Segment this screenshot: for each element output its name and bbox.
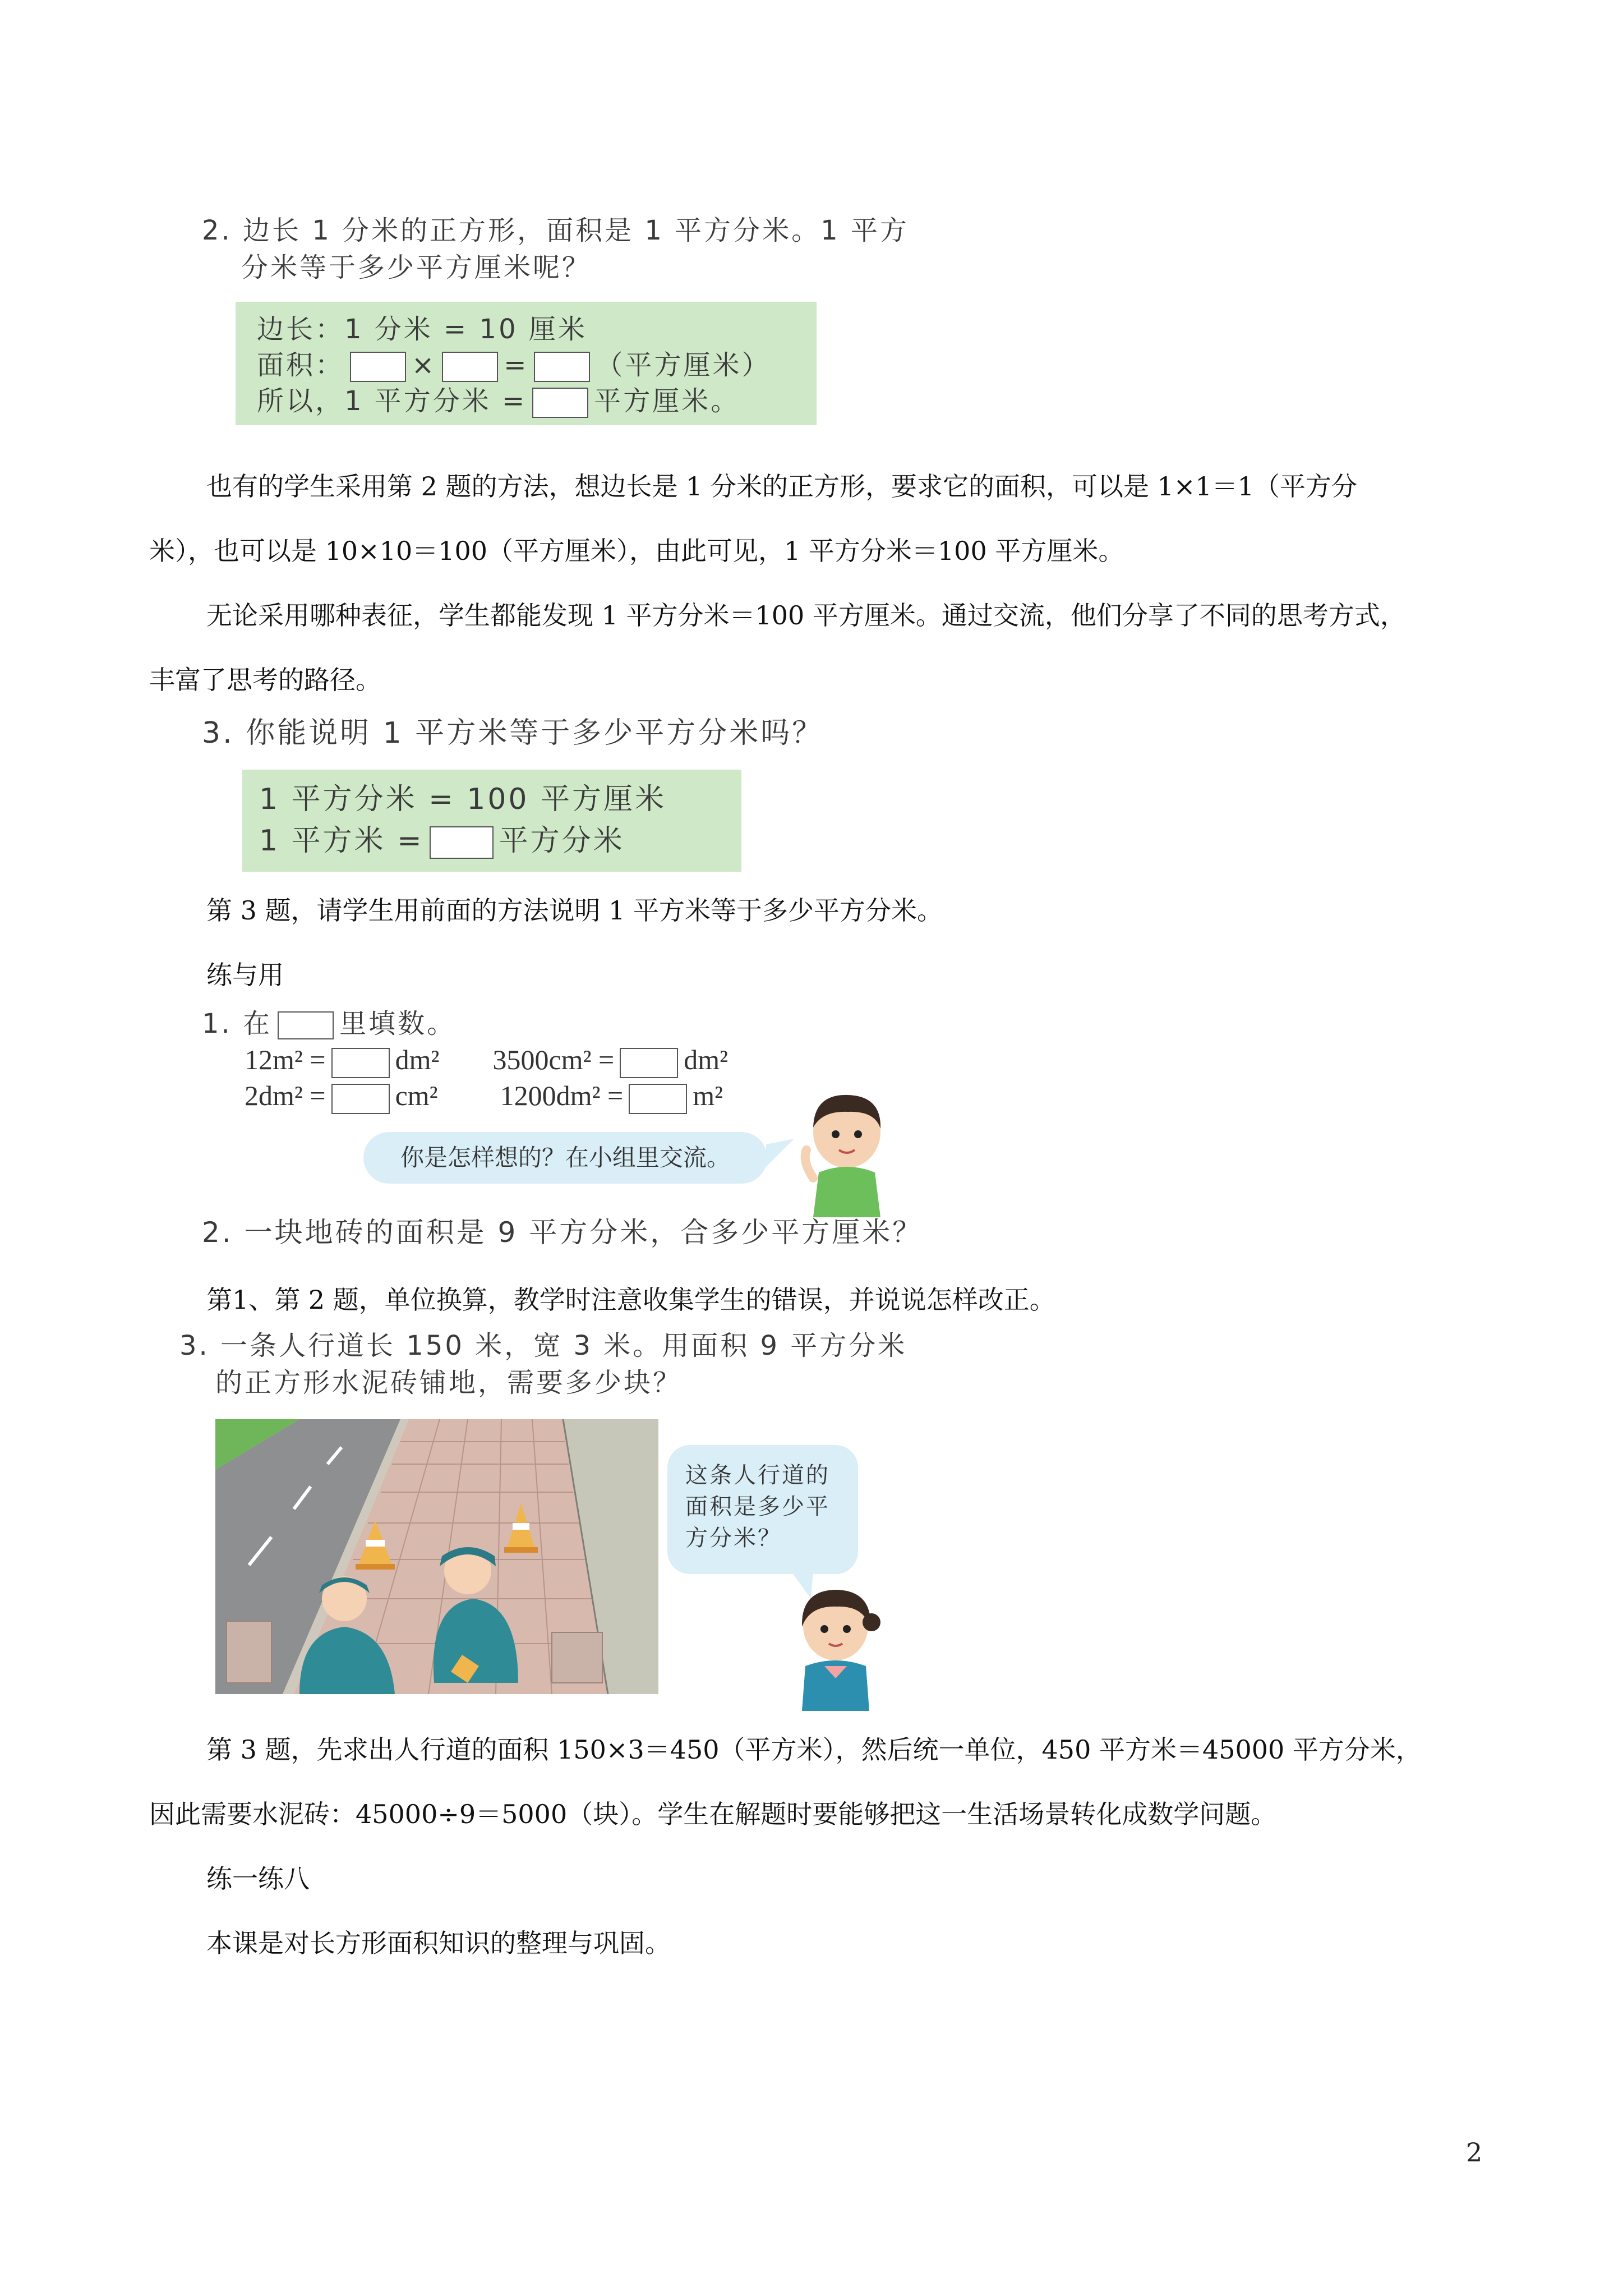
para5-line2: 因此需要水泥砖：45000÷9＝5000（块）。学生在解题时要能够把这一生活场景转化成数学问题。	[149, 1799, 1277, 1829]
ex1-r1a: 12m² =	[245, 1044, 326, 1075]
q2-line2: 分米等于多少平方厘米呢？	[241, 252, 592, 283]
blank-box[interactable]	[534, 352, 590, 382]
page-number: 2	[1466, 2137, 1483, 2168]
blank-box[interactable]	[331, 1048, 390, 1078]
ex1-row2	[245, 1079, 723, 1114]
q2-box-line3	[257, 383, 740, 420]
eq-left: 1 平方米 =	[259, 824, 424, 858]
q2-box-line1: 边长：1 分米 = 10 厘米	[257, 314, 587, 345]
ex3-bubble-line2: 面积是多少平	[685, 1494, 830, 1520]
para1-line1: 也有的学生采用第 2 题的方法，想边长是 1 分米的正方形，要求它的面积，可以是 1×1＝1（平方分	[206, 471, 1357, 501]
para6: 本课是对长方形面积知识的整理与巩固。	[206, 1928, 671, 1958]
q3-box-line1: 1 平方分米 = 100 平方厘米	[259, 783, 667, 816]
blank-box[interactable]	[620, 1048, 678, 1078]
blank-box[interactable]	[629, 1084, 687, 1114]
times-sign: ×	[412, 349, 437, 381]
para2-line1: 无论采用哪种表征，学生都能发现 1 平方分米＝100 平方厘米。通过交流，他们分享了不同的思考方式，	[206, 600, 1406, 631]
boy-illustration	[796, 1088, 897, 1217]
ex1-speech-bubble	[363, 1132, 767, 1184]
ex1-r1b: 3500cm² =	[492, 1044, 615, 1075]
blank-box[interactable]	[430, 826, 494, 859]
blank-box[interactable]	[532, 388, 588, 418]
unit: dm²	[395, 1044, 440, 1075]
blank-box	[278, 1011, 334, 1039]
unit-text: 平方分米	[499, 824, 625, 858]
ex3-line1: 3. 一条人行道长 150 米，宽 3 米。用面积 9 平方分米	[179, 1330, 907, 1361]
q3-title: 3. 你能说明 1 平方米等于多少平方分米吗？	[202, 716, 824, 750]
ex1-title	[202, 1005, 456, 1042]
para2-line2: 丰富了思考的路径。	[149, 665, 381, 695]
blank-box[interactable]	[442, 352, 498, 382]
ex1-title-b: 里填数。	[339, 1008, 457, 1039]
ex3-line2: 的正方形水泥砖铺地，需要多少块？	[215, 1367, 683, 1398]
section-exercise: 练一练八	[206, 1864, 310, 1894]
area-label: 面积：	[257, 349, 345, 381]
unit-text: 平方厘米。	[594, 385, 740, 417]
para4: 第1、第 2 题，单位换算，教学时注意收集学生的错误，并说说怎样改正。	[206, 1285, 1055, 1315]
q2-green-box	[236, 302, 817, 425]
equals-sign: =	[504, 349, 529, 381]
q2-box-line2	[257, 347, 771, 384]
q3-box-line2	[259, 822, 625, 859]
blank-box[interactable]	[331, 1084, 390, 1114]
blank-box[interactable]	[350, 352, 406, 382]
q2-line1: 2. 边长 1 分米的正方形，面积是 1 平方分米。1 平方	[202, 215, 909, 246]
para3: 第 3 题，请学生用前面的方法说明 1 平方米等于多少平方分米。	[206, 895, 943, 926]
ex1-row1	[245, 1043, 728, 1078]
para1-line2: 米），也可以是 10×10＝100（平方厘米），由此可见，1 平方分米＝100 平方厘米。	[149, 536, 1124, 566]
ex3-bubble-line3: 方分米？	[685, 1525, 782, 1551]
ex1-title-a: 1. 在	[202, 1008, 273, 1039]
unit-text: （平方厘米）	[596, 349, 771, 381]
ex1-speech-tail	[766, 1139, 800, 1178]
q3-green-box	[242, 770, 741, 872]
unit: cm²	[395, 1080, 438, 1111]
ex1-r2b: 1200dm² =	[500, 1080, 624, 1111]
ex3-speech-bubble	[667, 1445, 858, 1574]
unit: m²	[693, 1080, 723, 1111]
section-practice: 练与用	[206, 960, 284, 990]
girl-illustration	[785, 1582, 886, 1711]
unit: dm²	[684, 1044, 728, 1075]
so-text: 所以，1 平方分米 =	[257, 385, 527, 417]
ex2: 2. 一块地砖的面积是 9 平方分米，合多少平方厘米？	[202, 1216, 923, 1249]
ex1-r2a: 2dm² =	[245, 1080, 326, 1111]
ex1-bubble-text: 你是怎样想的？在小组里交流。	[400, 1144, 730, 1171]
sidewalk-illustration	[215, 1419, 658, 1694]
ex3-bubble-line1: 这条人行道的	[685, 1462, 830, 1488]
para5-line1: 第 3 题，先求出人行道的面积 150×3＝450（平方米），然后统一单位，450 平方米＝45000 平方分米，	[206, 1734, 1422, 1765]
